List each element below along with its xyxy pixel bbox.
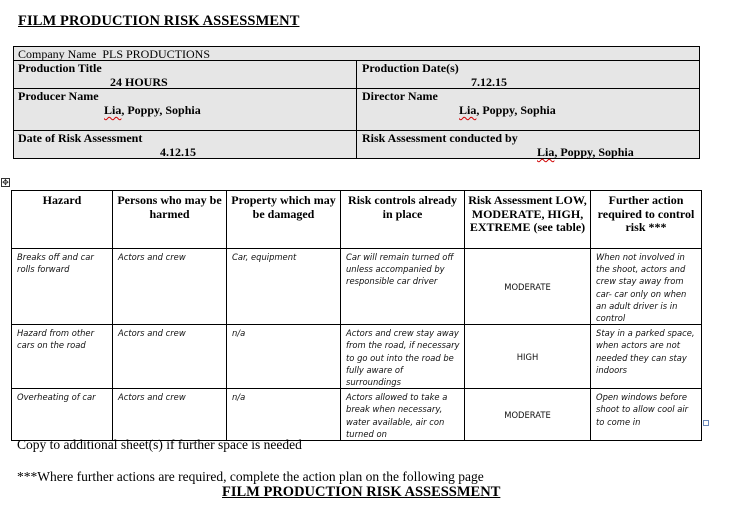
cell-controls: Car will remain turned off unless accompanied by responsible car driver xyxy=(341,249,465,325)
cell-further: Open windows before shoot to allow cool air to come in xyxy=(591,389,702,441)
producer-value xyxy=(104,103,201,118)
cell-hazard: Overheating of car xyxy=(12,389,113,441)
company-label: Company Name xyxy=(18,47,97,61)
table-resize-handle[interactable] xyxy=(703,420,709,426)
risk-table xyxy=(11,190,702,441)
cell-further: When not involved in the shoot, actors and crew stay away from car- car only on when an adult driver is in control xyxy=(591,249,702,325)
director-label: Director Name xyxy=(362,89,438,103)
spellcheck-word: Lia xyxy=(459,103,477,117)
divider xyxy=(356,60,357,158)
company-row xyxy=(18,47,210,62)
spellcheck-word: Lia xyxy=(537,145,555,159)
footer-title: FILM PRODUCTION RISK ASSESSMENT xyxy=(222,484,501,500)
header-risk: Risk Assessment LOW, MODERATE, HIGH, EXTREME (see table) xyxy=(465,191,591,249)
table-header-row xyxy=(12,191,702,249)
production-date-value: 7.12.15 xyxy=(471,75,507,89)
spellcheck-word: Lia xyxy=(104,103,122,117)
copy-note: Copy to additional sheet(s) if further space is needed xyxy=(17,437,302,452)
producer-label: Producer Name xyxy=(18,89,99,103)
cell-risk: MODERATE xyxy=(465,249,591,325)
table-row xyxy=(12,325,702,389)
cell-property: Car, equipment xyxy=(227,249,341,325)
cell-persons: Actors and crew xyxy=(113,325,227,389)
header-controls: Risk controls already in place xyxy=(341,191,465,249)
cell-persons: Actors and crew xyxy=(113,389,227,441)
director-value xyxy=(459,103,556,118)
cell-property: n/a xyxy=(227,389,341,441)
production-title-label: Production Title xyxy=(18,61,102,75)
director-value-rest: , Poppy, Sophia xyxy=(476,103,556,117)
conducted-by-label: Risk Assessment conducted by xyxy=(362,131,518,145)
cell-risk: MODERATE xyxy=(465,389,591,441)
table-row xyxy=(12,249,702,325)
action-note: ***Where further actions are required, complete the action plan on the following page xyxy=(17,469,484,484)
document-title: FILM PRODUCTION RISK ASSESSMENT xyxy=(18,13,300,29)
header-further: Further action required to control risk *** xyxy=(591,191,702,249)
header-property: Property which may be damaged xyxy=(227,191,341,249)
table-move-handle-icon[interactable]: ✥ xyxy=(2,178,9,187)
cell-persons: Actors and crew xyxy=(113,249,227,325)
cell-hazard: Breaks off and car rolls forward xyxy=(12,249,113,325)
assessment-date-label: Date of Risk Assessment xyxy=(18,131,143,145)
conducted-by-value-rest: , Poppy, Sophia xyxy=(554,145,634,159)
cell-further: Stay in a parked space, when actors are not needed they can stay indoors xyxy=(591,325,702,389)
header-persons: Persons who may be harmed xyxy=(113,191,227,249)
producer-value-rest: , Poppy, Sophia xyxy=(121,103,201,117)
company-value: PLS PRODUCTIONS xyxy=(102,47,211,61)
cell-risk: HIGH xyxy=(465,325,591,389)
production-date-label: Production Date(s) xyxy=(362,61,459,75)
cell-property: n/a xyxy=(227,325,341,389)
cell-controls: Actors allowed to take a break when necessary, water available, air con turned on xyxy=(341,389,465,441)
assessment-date-value: 4.12.15 xyxy=(160,145,196,159)
cell-controls: Actors and crew stay away from the road, if necessary to go out into the road be fully aware of surroundings xyxy=(341,325,465,389)
table-row xyxy=(12,389,702,441)
production-title-value: 24 HOURS xyxy=(110,75,168,89)
production-info-box xyxy=(13,46,700,159)
conducted-by-value xyxy=(537,145,634,160)
cell-hazard: Hazard from other cars on the road xyxy=(12,325,113,389)
header-hazard: Hazard xyxy=(12,191,113,249)
